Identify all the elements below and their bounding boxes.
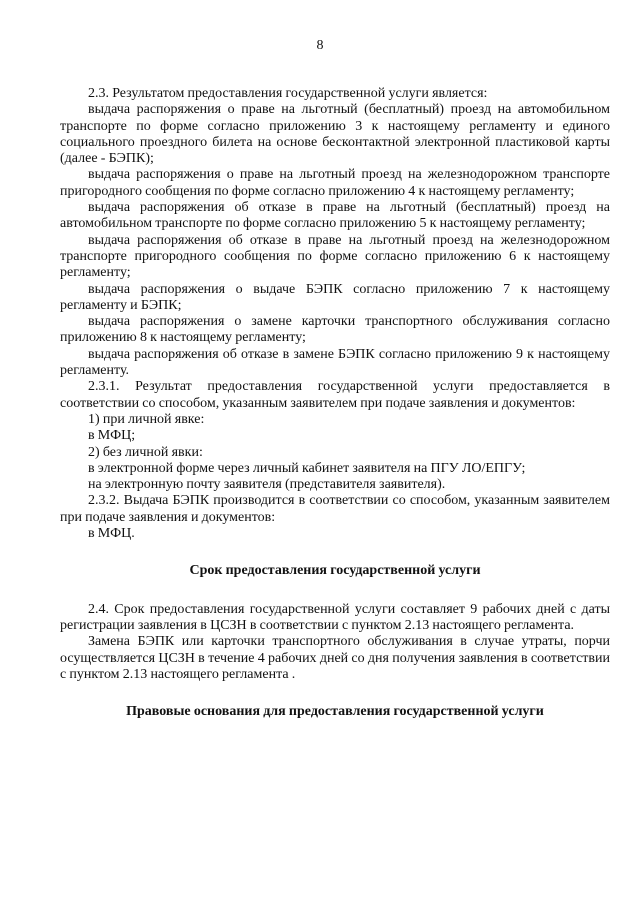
paragraph-2-4: 2.4. Срок предоставления государственной услуги составляет 9 рабочих дней с даты регистрации заявления в ЦСЗН в соответствии с пунктом 2.13 настоящего регламента. (60, 601, 610, 633)
result-intro: 2.3. Результатом предоставления государственной услуги является: (88, 86, 488, 101)
method-item: 1) при личной явке: (88, 411, 205, 427)
paragraph-2-3-2-method: в МФЦ. (88, 526, 135, 542)
section-heading-term: Срок предоставления государственной услуги (189, 563, 481, 579)
method-item: на электронную почту заявителя (представителя заявителя). (88, 477, 446, 493)
paragraph-2-3-1: 2.3.1. Результат предоставления государственной услуги предоставляется в соответствии со способом, указанным заявителем при подаче заявления и документов: (60, 379, 610, 411)
paragraph-replacement: Замена БЭПК или карточки транспортного обслуживания в случае утраты, порчи осуществляется ЦСЗН в течение 4 рабочих дней со дня получения заявления в соответствии с пунктом 2.13 настоящего регламента . (60, 634, 610, 682)
method-item: 2) без личной явки: (88, 444, 203, 460)
result-item: выдача распоряжения об отказе в праве на льготный (бесплатный) проезд на автомобильном транспорте по форме согласно приложению 5 к настоящему регламенту; (60, 200, 610, 232)
result-item: выдача распоряжения о праве на льготный (бесплатный) проезд на автомобильном транспорте по форме согласно приложению 3 к настоящему регламенту и единого социального проездного билета на основе бесконтактной электронной пластиковой карты (далее - БЭПК); (60, 102, 610, 167)
document-body (60, 86, 610, 742)
result-item: выдача распоряжения о замене карточки транспортного обслуживания согласно приложению 8 к настоящему регламенту; (60, 314, 610, 346)
page-number: 8 (316, 38, 324, 53)
result-item: выдача распоряжения об отказе в праве на льготный проезд на железнодорожном транспорте пригородного сообщения по форме согласно приложению 6 к настоящему регламенту; (60, 232, 610, 281)
result-item: выдача распоряжения об отказе в замене БЭПК согласно приложению 9 к настоящему регламенту. (60, 346, 610, 379)
method-item: в МФЦ; (88, 428, 136, 444)
paragraph-2-3-2: 2.3.2. Выдача БЭПК производится в соответствии со способом, указанным заявителем при подаче заявления и документов: (60, 493, 610, 525)
result-item: выдача распоряжения о праве на льготный проезд на железнодорожном транспорте пригородного сообщения по форме согласно приложению 4 к настоящему регламенту; (60, 167, 610, 199)
result-item: выдача распоряжения о выдаче БЭПК согласно приложению 7 к настоящему регламенту и БЭПК; (60, 281, 610, 313)
section-heading-legal: Правовые основания для предоставления государственной услуги (126, 704, 544, 720)
method-item: в электронной форме через личный кабинет заявителя на ПГУ ЛО/ЕПГУ; (88, 460, 526, 476)
